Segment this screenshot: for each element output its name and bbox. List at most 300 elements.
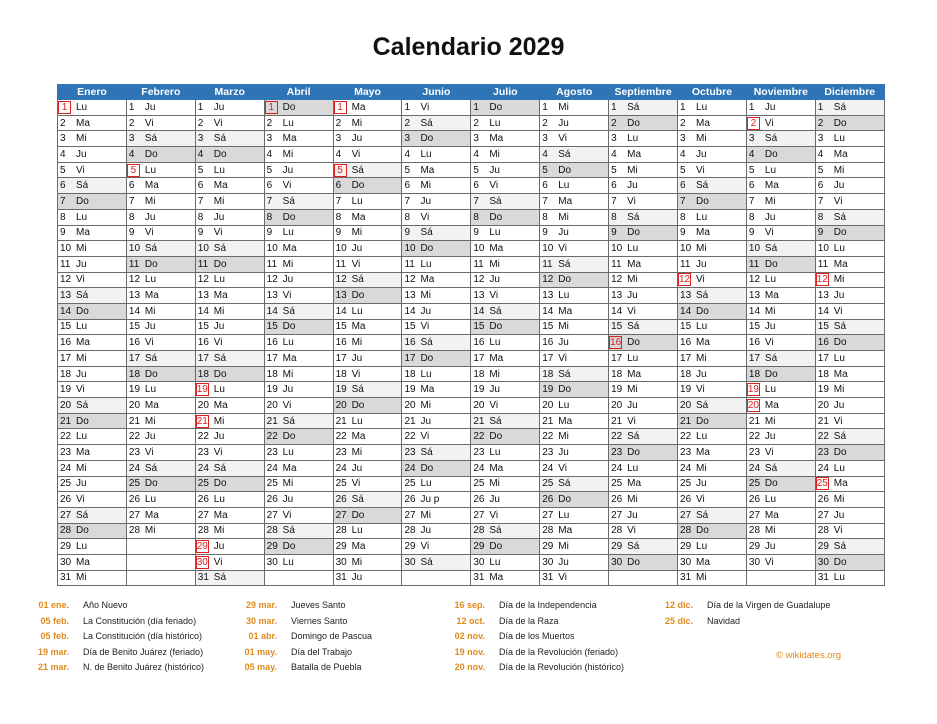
month-header: Noviembre (746, 85, 815, 100)
day-cell (195, 209, 264, 225)
day-of-week: Vi (76, 274, 85, 286)
day-of-week: Sá (420, 337, 433, 349)
day-cell (402, 507, 471, 523)
day-number: 16 (266, 337, 278, 349)
day-number: 2 (128, 117, 135, 129)
day-cell (815, 194, 884, 210)
day-number: 30 (542, 556, 554, 568)
holiday-name: Día de Benito Juárez (feriado) (83, 646, 204, 657)
day-cell (815, 131, 884, 147)
day-number: 15 (128, 321, 141, 333)
day-cell (540, 100, 609, 116)
day-number: 30 (748, 556, 761, 568)
day-cell (126, 366, 195, 382)
day-cell (58, 351, 127, 367)
day-number: 24 (335, 462, 347, 474)
day-number: 7 (128, 195, 135, 207)
day-of-week: Vi (489, 180, 499, 192)
day-number: 3 (748, 133, 755, 145)
day-number: 9 (473, 227, 479, 239)
holiday-legend-col-2 (225, 600, 372, 678)
day-of-week: Lu (696, 101, 708, 113)
day-cell (746, 413, 815, 429)
day-number: 25 (748, 478, 761, 490)
day-number: 23 (128, 446, 141, 458)
day-number: 18 (266, 368, 278, 380)
day-cell (746, 288, 815, 304)
day-cell (58, 256, 127, 272)
day-number: 14 (680, 305, 692, 317)
day-number: 6 (197, 180, 204, 192)
day-cell (333, 539, 402, 555)
day-number: 13 (748, 290, 761, 302)
day-of-week: Ju (764, 321, 776, 333)
day-number: 21 (748, 415, 761, 427)
day-number: 11 (748, 258, 760, 270)
day-of-week: Vi (282, 509, 292, 521)
day-cell (333, 288, 402, 304)
day-cell (678, 303, 747, 319)
day-of-week: Ma (489, 462, 504, 474)
day-of-week: Sá (213, 352, 227, 364)
day-of-week: Do (144, 258, 158, 270)
day-number: 10 (60, 243, 72, 255)
day-of-week: Mi (833, 384, 845, 396)
day-number: 28 (197, 525, 209, 537)
day-number: 27 (473, 509, 485, 521)
day-cell (58, 335, 127, 351)
day-number: 15 (611, 321, 623, 333)
day-row (58, 272, 885, 288)
day-of-week: Do (764, 148, 778, 160)
day-number: 3 (197, 133, 204, 145)
day-cell (746, 382, 815, 398)
day-cell (264, 523, 333, 539)
day-number: 4 (680, 148, 686, 160)
day-cell (58, 366, 127, 382)
day-of-week: Mi (282, 148, 294, 160)
day-cell (195, 507, 264, 523)
day-number: 25 (611, 478, 623, 490)
day-cell (402, 429, 471, 445)
day-of-week: Mi (282, 368, 294, 380)
day-of-week: Sá (351, 494, 364, 506)
day-cell (126, 445, 195, 461)
day-of-week: Ju (558, 117, 569, 129)
day-row (58, 194, 885, 210)
day-number: 20 (542, 399, 554, 411)
day-of-week: Ju (213, 101, 225, 113)
day-cell (540, 507, 609, 523)
day-number: 29 (404, 541, 416, 553)
day-number: 13 (60, 290, 72, 302)
day-number: 23 (404, 446, 416, 458)
day-number: 18 (197, 368, 209, 380)
day-number: 26 (748, 494, 761, 506)
day-number: 7 (266, 195, 273, 207)
day-number: 3 (542, 133, 548, 145)
day-of-week: Lu (76, 431, 88, 443)
day-of-week: Vi (558, 243, 567, 255)
day-number: 19 (128, 384, 141, 396)
day-number: 9 (542, 227, 548, 239)
day-of-week: Sá (420, 556, 433, 568)
day-cell (609, 507, 678, 523)
day-row (58, 131, 885, 147)
day-cell (126, 319, 195, 335)
day-of-week: Sá (76, 290, 89, 302)
day-number: 7 (611, 195, 617, 207)
day-of-week: Do (833, 446, 847, 458)
day-cell (815, 554, 884, 570)
empty-cell (126, 539, 195, 555)
day-of-week: Vi (213, 446, 223, 458)
day-number: 24 (266, 462, 278, 474)
day-cell (126, 382, 195, 398)
day-number: 8 (197, 211, 204, 223)
day-cell (126, 413, 195, 429)
day-number: 29 (817, 541, 829, 553)
day-number: 21 (680, 415, 692, 427)
day-of-week: Sá (764, 462, 778, 474)
day-number: 2 (747, 117, 760, 130)
day-of-week: Vi (558, 572, 567, 584)
day-of-week: Ju (764, 431, 776, 443)
day-of-week: Mi (833, 494, 845, 506)
day-cell (815, 178, 884, 194)
day-of-week: Vi (76, 494, 85, 506)
day-cell (195, 413, 264, 429)
day-number: 17 (680, 352, 692, 364)
day-number: 6 (748, 180, 755, 192)
day-of-week: Sá (627, 321, 640, 333)
day-number: 14 (473, 305, 485, 317)
empty-cell (609, 570, 678, 586)
day-number: 11 (473, 258, 484, 270)
day-of-week: Ma (627, 148, 642, 160)
day-number: 17 (473, 352, 485, 364)
day-of-week: Sá (282, 195, 295, 207)
day-cell (540, 476, 609, 492)
day-of-week: Sá (144, 133, 158, 145)
day-number: 15 (404, 321, 416, 333)
day-cell (333, 319, 402, 335)
day-cell (746, 256, 815, 272)
day-of-week: Ju (627, 180, 638, 192)
day-cell (126, 194, 195, 210)
day-of-week: Lu (558, 509, 570, 521)
day-number: 9 (680, 227, 686, 239)
day-number: 2 (335, 117, 342, 129)
day-of-week: Sá (351, 384, 364, 396)
day-number: 19 (473, 384, 485, 396)
day-number: 17 (197, 352, 209, 364)
day-number: 27 (404, 509, 416, 521)
holiday-name: Domingo de Pascua (291, 631, 373, 642)
day-number: 26 (473, 494, 485, 506)
day-cell (195, 131, 264, 147)
day-number: 30 (196, 556, 208, 568)
day-cell (609, 492, 678, 508)
day-number: 14 (817, 305, 829, 317)
day-cell (746, 445, 815, 461)
day-number: 3 (128, 133, 135, 145)
empty-cell (126, 570, 195, 586)
day-cell (333, 460, 402, 476)
day-cell (678, 429, 747, 445)
day-number: 10 (611, 243, 623, 255)
day-of-week: Sá (833, 321, 847, 333)
day-of-week: Vi (558, 133, 567, 145)
day-of-week: Mi (558, 321, 569, 333)
day-cell (264, 539, 333, 555)
day-of-week: Do (833, 556, 847, 568)
day-of-week: Ma (627, 478, 642, 490)
day-of-week: Ma (833, 148, 848, 160)
day-cell (333, 162, 402, 178)
day-number: 25 (816, 478, 828, 490)
day-of-week: Sá (144, 352, 158, 364)
day-row (58, 460, 885, 476)
day-cell (58, 460, 127, 476)
day-of-week: Mi (76, 572, 87, 584)
day-of-week: Ju (558, 556, 569, 568)
day-of-week: Lu (351, 415, 363, 427)
day-of-week: Do (351, 290, 365, 302)
day-number: 15 (473, 321, 485, 333)
day-cell (471, 366, 540, 382)
day-of-week: Vi (489, 509, 499, 521)
day-cell (746, 492, 815, 508)
day-of-week: Vi (420, 541, 430, 553)
day-number: 13 (404, 290, 416, 302)
holiday-date: 19 mar. (37, 646, 69, 657)
holiday-name: Día de la Independencia (499, 600, 597, 610)
day-cell (126, 178, 195, 194)
day-cell (678, 335, 747, 351)
month-header: Diciembre (815, 85, 884, 100)
day-of-week: Vi (627, 525, 636, 537)
day-of-week: Sá (351, 274, 364, 286)
day-of-week: Mi (144, 195, 156, 207)
day-cell (402, 241, 471, 257)
day-cell (678, 366, 747, 382)
holiday-date: 05 may. (244, 662, 277, 673)
day-of-week: Mi (144, 305, 156, 317)
day-of-week: Ju (213, 211, 225, 223)
day-number: 16 (60, 337, 72, 349)
day-of-week: Sá (489, 195, 502, 207)
day-of-week: Lu (696, 321, 708, 333)
day-of-week: Ma (764, 180, 779, 192)
day-cell (471, 476, 540, 492)
day-number: 25 (60, 478, 72, 490)
day-number: 17 (335, 352, 347, 364)
day-number: 18 (335, 368, 347, 380)
day-of-week: Sá (627, 101, 640, 113)
day-of-week: Lu (351, 525, 363, 537)
day-number: 30 (680, 556, 692, 568)
day-number: 1 (473, 101, 479, 113)
day-cell (195, 115, 264, 131)
day-row (58, 398, 885, 414)
day-number: 6 (817, 180, 824, 192)
day-of-week: Vi (627, 195, 636, 207)
day-cell (746, 241, 815, 257)
month-header: Febrero (126, 85, 195, 100)
day-number: 24 (128, 462, 141, 474)
day-number: 20 (128, 399, 141, 411)
day-of-week: Ma (213, 290, 228, 302)
day-of-week: Sá (627, 211, 640, 223)
day-number: 10 (266, 243, 278, 255)
day-number: 12 (611, 274, 623, 286)
day-of-week: Mi (696, 462, 707, 474)
holiday-date: 16 sep. (454, 600, 485, 610)
holiday-name: Día de la Revolución (histórico) (499, 662, 625, 673)
day-of-week: Sá (558, 368, 571, 380)
day-cell (333, 241, 402, 257)
day-of-week: Vi (282, 290, 292, 302)
day-of-week: Ma (76, 337, 90, 349)
credit-link[interactable]: © wikidates.org (776, 650, 842, 661)
day-number: 13 (611, 290, 623, 302)
day-of-week: Mi (489, 258, 500, 270)
day-cell (815, 147, 884, 163)
day-of-week: Ju (764, 101, 776, 113)
day-of-week: Lu (76, 211, 88, 223)
day-of-week: Lu (558, 399, 570, 411)
day-number: 3 (680, 133, 686, 145)
day-cell (540, 492, 609, 508)
day-of-week: Ju (420, 525, 432, 537)
day-of-week: Lu (627, 133, 639, 145)
day-of-week: Ma (144, 290, 159, 302)
day-cell (540, 539, 609, 555)
day-of-week: Ju (558, 446, 569, 458)
day-number: 3 (817, 133, 824, 145)
day-of-week: Mi (489, 478, 500, 490)
day-number: 7 (817, 195, 824, 207)
day-number: 2 (266, 117, 273, 129)
day-of-week: Do (764, 258, 778, 270)
day-of-week: Mi (76, 243, 87, 255)
month-header: Marzo (195, 85, 264, 100)
day-number: 3 (335, 133, 342, 145)
day-number: 4 (335, 148, 342, 160)
day-number: 27 (266, 509, 278, 521)
day-of-week: Mi (420, 290, 432, 302)
day-number: 4 (266, 148, 273, 160)
day-of-week: Ma (351, 431, 366, 443)
day-number: 16 (542, 337, 554, 349)
day-number: 27 (335, 509, 347, 521)
day-cell (264, 288, 333, 304)
day-cell (678, 507, 747, 523)
day-number: 28 (542, 525, 554, 537)
day-cell (815, 445, 884, 461)
day-number: 15 (542, 321, 554, 333)
day-cell (609, 476, 678, 492)
day-cell (540, 429, 609, 445)
day-number: 11 (817, 258, 829, 270)
day-cell (540, 382, 609, 398)
day-of-week: Vi (833, 305, 843, 317)
day-number: 10 (128, 243, 141, 255)
day-of-week: Ma (351, 211, 366, 223)
holiday-legend-item (433, 647, 624, 663)
day-cell (402, 162, 471, 178)
day-number: 29 (335, 541, 347, 553)
day-row (58, 241, 885, 257)
month-header: Enero (58, 85, 127, 100)
day-of-week: Mi (351, 337, 363, 349)
day-of-week: Ju (627, 290, 638, 302)
day-of-week: Do (764, 368, 778, 380)
day-of-week: Do (144, 148, 158, 160)
day-cell (815, 100, 884, 116)
day-cell (195, 445, 264, 461)
day-of-week: Do (420, 133, 434, 145)
day-number: 9 (266, 227, 273, 239)
day-cell (402, 523, 471, 539)
day-number: 5 (748, 164, 755, 176)
day-number: 2 (817, 117, 824, 129)
day-of-week: Vi (696, 494, 705, 506)
day-number: 25 (542, 478, 554, 490)
day-cell (746, 366, 815, 382)
day-number: 30 (611, 556, 623, 568)
day-of-week: Mi (76, 462, 87, 474)
day-cell (746, 147, 815, 163)
day-of-week: Ju (144, 321, 156, 333)
holiday-name: Jueves Santo (291, 600, 346, 610)
day-cell (609, 147, 678, 163)
day-number: 23 (60, 446, 72, 458)
day-of-week: Ma (144, 509, 159, 521)
day-of-week: Sá (76, 509, 89, 521)
day-of-week: Ma (489, 243, 504, 255)
day-cell (678, 523, 747, 539)
day-of-week: Vi (833, 415, 843, 427)
day-cell (815, 398, 884, 414)
day-number: 2 (611, 117, 617, 129)
day-number: 14 (60, 305, 72, 317)
day-number: 22 (817, 431, 829, 443)
day-cell (678, 413, 747, 429)
day-number: 12 (473, 274, 485, 286)
day-cell (402, 539, 471, 555)
day-of-week: Sá (696, 509, 709, 521)
day-number: 29 (542, 541, 554, 553)
day-number: 17 (611, 352, 623, 364)
day-number: 14 (611, 305, 623, 317)
day-cell (540, 523, 609, 539)
day-row (58, 351, 885, 367)
day-of-week: Sá (213, 133, 227, 145)
day-cell (402, 288, 471, 304)
day-row (58, 288, 885, 304)
day-cell (471, 319, 540, 335)
day-number: 10 (748, 243, 761, 255)
day-number: 10 (542, 243, 554, 255)
day-of-week: Ju (489, 384, 500, 396)
day-cell (746, 225, 815, 241)
day-of-week: Lu (144, 164, 157, 176)
day-cell (815, 366, 884, 382)
day-number: 6 (128, 180, 135, 192)
day-of-week: Ju (833, 290, 845, 302)
